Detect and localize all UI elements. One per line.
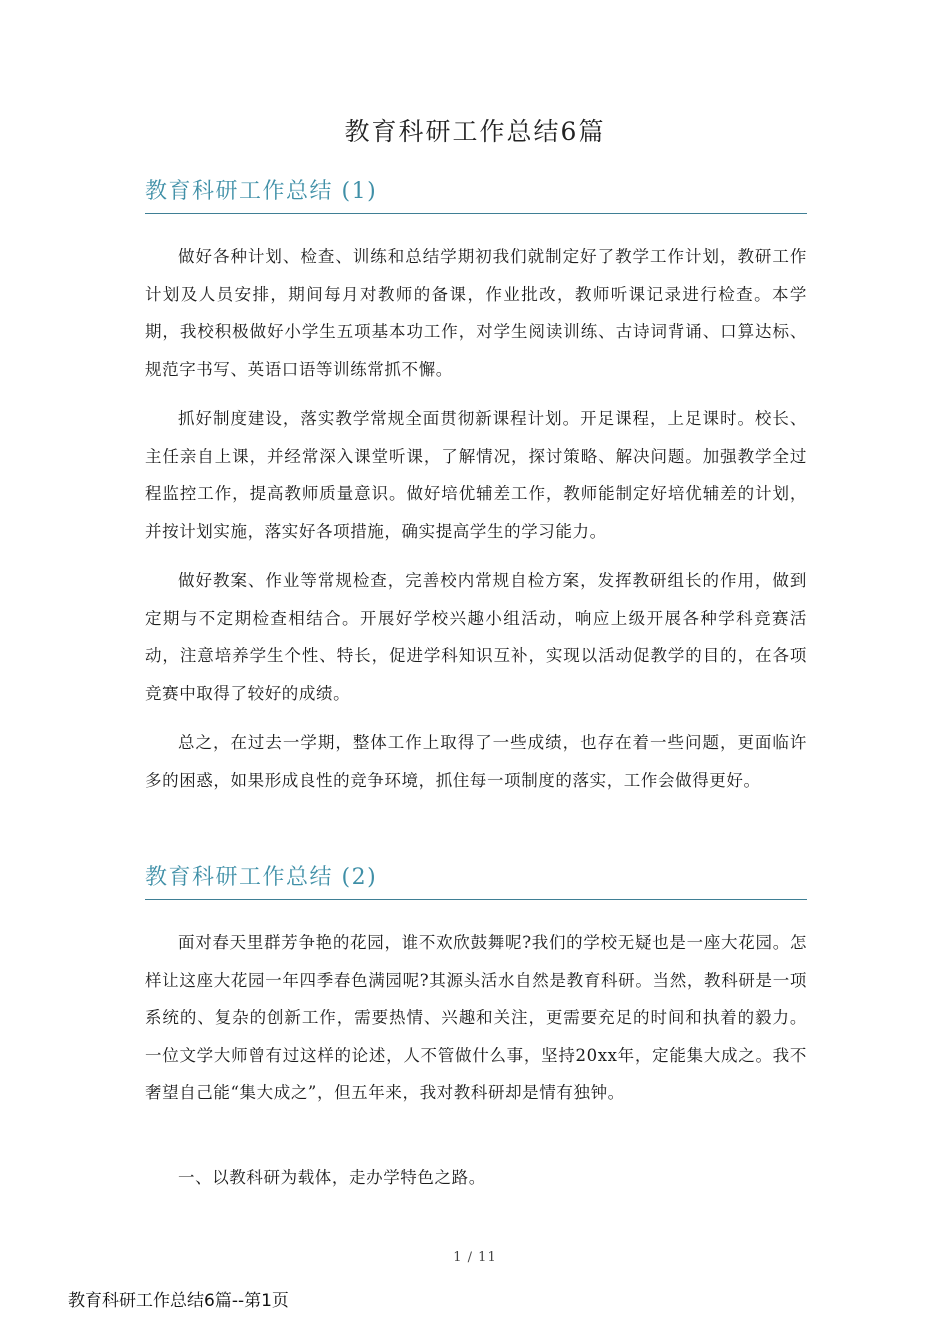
section-2-paragraph-2: 一、以教科研为载体，走办学特色之路。 [178, 1168, 486, 1187]
section-heading-1: 教育科研工作总结 (1) [145, 180, 807, 214]
section-2-paragraph-1: 面对春天里群芳争艳的花园，谁不欢欣鼓舞呢?我们的学校无疑也是一座大花园。怎样让这座大花园一年四季春色满园呢?其源头活水自然是教育科研。当然，教科研是一项系统的、复杂的创新工作，需要热情、兴趣和关注，更需要充足的时间和执着的毅力。一位文学大师曾有过这样的论述，人不管做什么事，坚持20xx年，定能集大成之。我不奢望自己能“集大成之”，但五年来，我对教科研却是情有独钟。 [145, 933, 807, 1102]
section-1-paragraph-1: 做好各种计划、检查、训练和总结学期初我们就制定好了教学工作计划，教研工作计划及人员安排，期间每月对教师的备课，作业批改，教师听课记录进行检查。本学期，我校积极做好小学生五项基本功工作，对学生阅读训练、古诗词背诵、口算达标、规范字书写、英语口语等训练常抓不懈。 [145, 247, 807, 379]
footer-caption: 教育科研工作总结6篇--第1页 [68, 1291, 289, 1311]
section-heading-2: 教育科研工作总结 (2) [145, 866, 807, 900]
section-1-paragraph-3: 做好教案、作业等常规检查，完善校内常规自检方案，发挥教研组长的作用，做到定期与不定期检查相结合。开展好学校兴趣小组活动，响应上级开展各种学科竞赛活动，注意培养学生个性、特长，促进学科知识互补，实现以活动促教学的目的，在各项竞赛中取得了较好的成绩。 [145, 571, 807, 703]
section-1-paragraph-4: 总之，在过去一学期，整体工作上取得了一些成绩，也存在着一些问题，更面临许多的困惑，如果形成良性的竞争环境，抓住每一项制度的落实，工作会做得更好。 [145, 733, 807, 790]
section-1-paragraph-2: 抓好制度建设，落实教学常规全面贯彻新课程计划。开足课程，上足课时。校长、主任亲自上课，并经常深入课堂听课，了解情况，探讨策略、解决问题。加强教学全过程监控工作，提高教师质量意识。做好培优辅差工作，教师能制定好培优辅差的计划，并按计划实施，落实好各项措施，确实提高学生的学习能力。 [145, 409, 807, 541]
document-title: 教育科研工作总结6篇 [344, 117, 606, 146]
page-number: 1 / 11 [453, 1250, 497, 1265]
